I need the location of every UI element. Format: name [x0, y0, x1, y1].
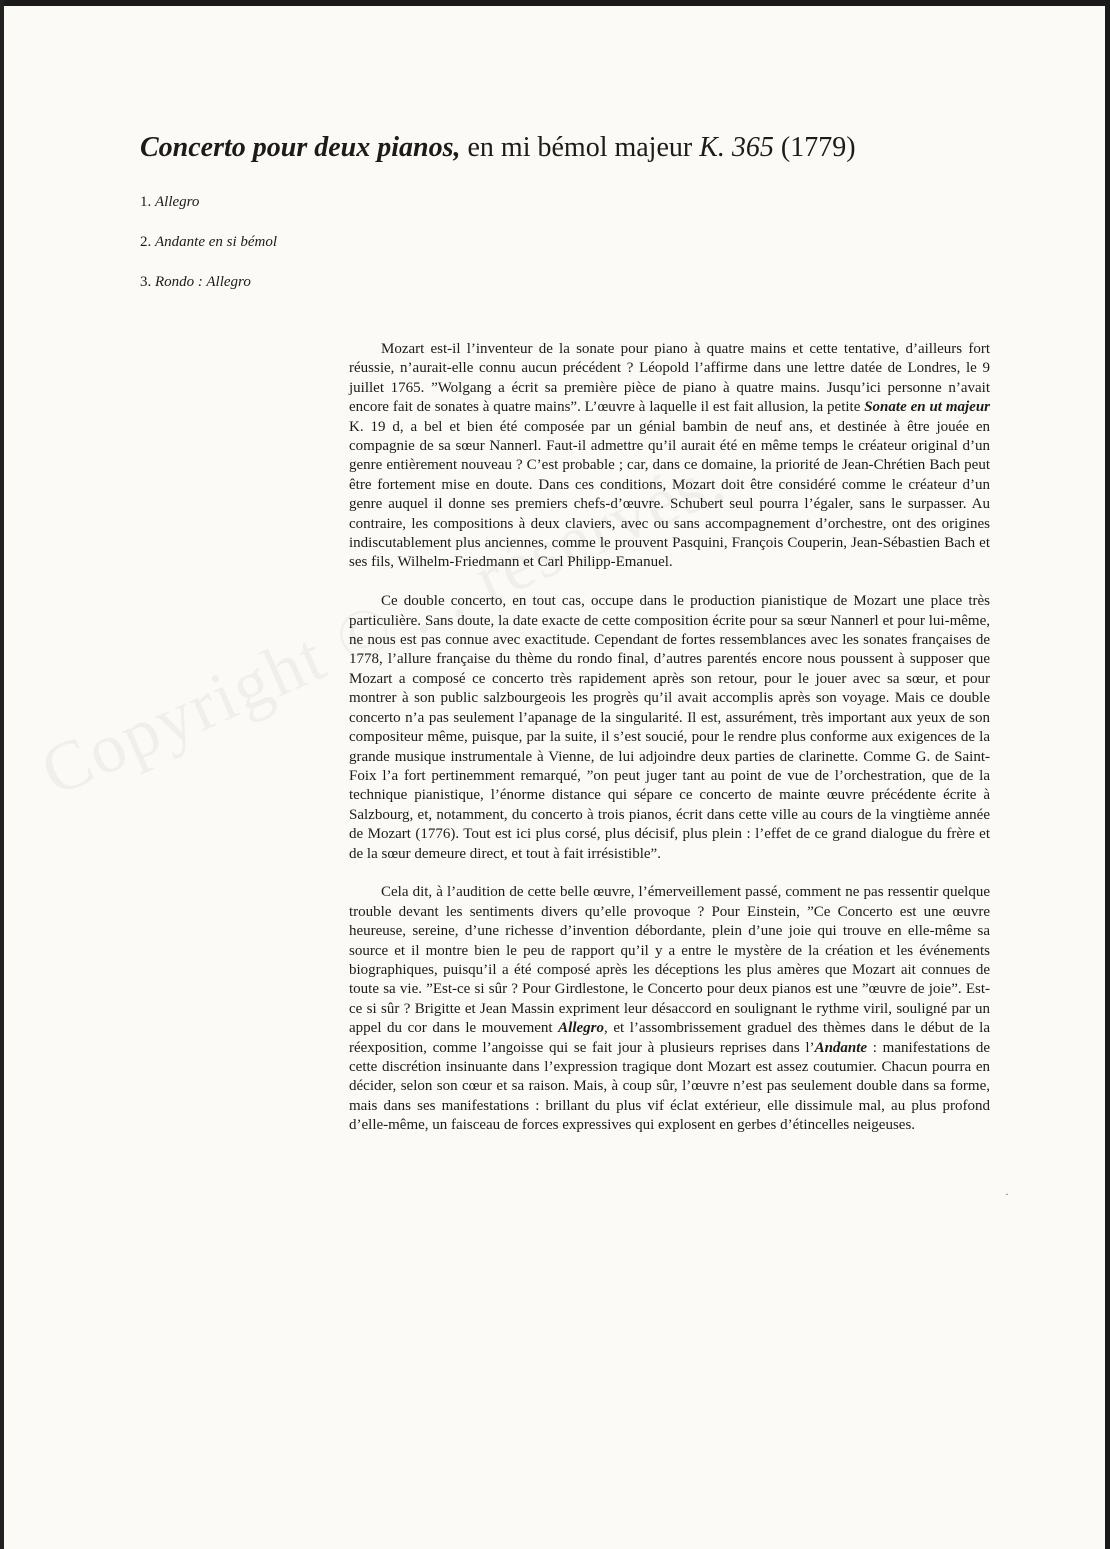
title-catalog: K. 365 [699, 132, 774, 163]
andante-emphasis: Andante [814, 1039, 868, 1056]
movement-number: 1. [140, 194, 152, 210]
title-work: Concerto pour deux pianos, [140, 132, 461, 163]
movements-list [140, 192, 277, 312]
movement-item [140, 232, 277, 272]
paragraph-1-part2: K. 19 d, a bel et bien été composée par un génial bambin de neuf ans, et destinée à être jouée en compagnie de sa sœur Nannerl. Faut-il admettre qu’il aurait été en même temps le créateur original d’un genre entièrement nouveau ? C’est probable ; car, dans ce domaine, la priorité de Jean-Chrétien Bach peut être fortement mise en doute. Dans ces conditions, Mozart doit être considéré comme le créateur d’un genre auquel il donne ses premiers chefs-d’œuvre. Schubert seul pourra l’égaler, sans le surpasser. Au contraire, les compositions à deux claviers, avec ou sans accompagnement d’orchestre, ont des origines indiscutablement plus anciennes, comme le prouvent Pasquini, François Couperin, Jean-Sébastien Bach et ses fils, Wilhelm-Friedmann et Carl Philipp-Emanuel. [349, 418, 990, 571]
sonate-title-emphasis: Sonate en ut majeur [864, 399, 990, 416]
allegro-emphasis: Allegro [558, 1020, 605, 1037]
paragraph-3-part1: Cela dit, à l’audition de cette belle œuvre, l’émerveillement passé, comment ne pas ressentir quelque trouble devant les sentiments divers qu’elle provoque ? Pour Einstein, ”Ce Concerto est une œuvre heureuse, sereine, d’une richesse d’invention débordante, plein d’une joie qui trouve en elle-même sa source et il montre bien le peu de rapport qu’il y a entre le mystère de la création et les événements biographiques, puisqu’il a été composé après les déceptions les plus amères que Mozart ait connues de toute sa vie. ”Est-ce si sûr ? Pour Girdlestone, le Concerto pour deux pianos est une ”œuvre de joie”. Est-ce si sûr ? Brigitte et Jean Massin expriment leur désaccord en soulignant le rythme viril, souligné par un appel du cor dans le mouvement [349, 884, 990, 1037]
paragraph-3-part2: , et l’assombrissement graduel des thèmes dans le début de la réexposition, comme l’angoisse qui se fait jour à plusieurs reprises dans l’ [349, 1020, 990, 1056]
paragraph-1-part1: Mozart est-il l’inventeur de la sonate pour piano à quatre mains et cette tentative, d’ailleurs fort réussie, n’aurait-elle connu aucun précédent ? Léopold l’affirme dans une lettre datée de Londres, le 9 juillet 1765. ”Wolgang a écrit sa première pièce de piano à quatre mains. Jusqu’ici personne n’avait encore fait de sonates à quatre mains”. L’œuvre à laquelle il est fait allusion, la petite [349, 341, 990, 416]
paragraph-3 [349, 883, 990, 1135]
title-key: en mi bémol majeur [460, 132, 700, 163]
paragraph-3-part3: : manifestations de cette discrétion insinuante dans l’expression tragique dont Mozart est assez coutumier. Chacun pourra en décider, selon son cœur et sa raison. Mais, à coup sûr, l’œuvre n’est pas seulement double dans sa forme, mais dans ses manifestations : brillant du plus vif éclat extérieur, elle dissimule mal, au plus profond d’elle-même, un faisceau de forces expressives qui explosent en gerbes d’étincelles neigeuses. [349, 1039, 990, 1134]
scan-border-right [1105, 0, 1110, 1549]
movement-item [140, 192, 277, 232]
paragraph-1 [349, 340, 990, 573]
movement-item [140, 272, 277, 312]
body-text [349, 340, 990, 1155]
margin-mark: · [1005, 1187, 1009, 1201]
movement-number: 2. [140, 234, 152, 250]
movement-title: Allegro [155, 194, 200, 210]
paragraph-2: Ce double concerto, en tout cas, occupe dans le production pianistique de Mozart une place très particulière. Sans doute, la date exacte de cette composition écrite pour sa sœur Nannerl et pour lui-même, ne nous est pas connue avec exactitude. Cependant de fortes ressemblances avec les sonates françaises de 1778, l’allure française du thème du rondo final, d’autres parentés encore nous poussent à supposer que Mozart a composé ce concerto très rapidement après son retour, pour le jouer avec sa sœur, et pour montrer à son public salzbourgeois les progrès qu’il avait accomplis après son voyage. Mais ce double concerto n’a pas seulement l’apanage de la singularité. Il est, assurément, très important aux yeux de son compositeur même, puisque, par la suite, il s’est soucié, pour le rendre plus conforme aux exigences de la grande musique instrumentale à Vienne, de lui adjoindre deux parties de clarinette. Comme G. de Saint-Foix l’a fort pertinemment remarqué, ”on peut juger tant au point de vue de l’orchestration, que de la technique pianistique, l’énorme distance qui sépare ce concerto de mainte œuvre précédente écrite à Salzbourg, et, notamment, du concerto à trois pianos, écrit dans cette ville au cours de la vingtième année de Mozart (1776). Tout est ici plus corsé, plus décisif, plus plein : l’effet de ce grand dialogue du frère et de la sœur demeure direct, et tout à fait irrésistible”. [349, 593, 990, 862]
scan-border-top [0, 0, 1110, 6]
page-title [140, 128, 1020, 168]
scan-border-left [0, 0, 4, 1549]
title-year: (1779) [773, 132, 856, 163]
movement-title: Rondo : Allegro [155, 274, 251, 290]
movement-title: Andante en si bémol [155, 234, 278, 250]
movement-number: 3. [140, 274, 152, 290]
